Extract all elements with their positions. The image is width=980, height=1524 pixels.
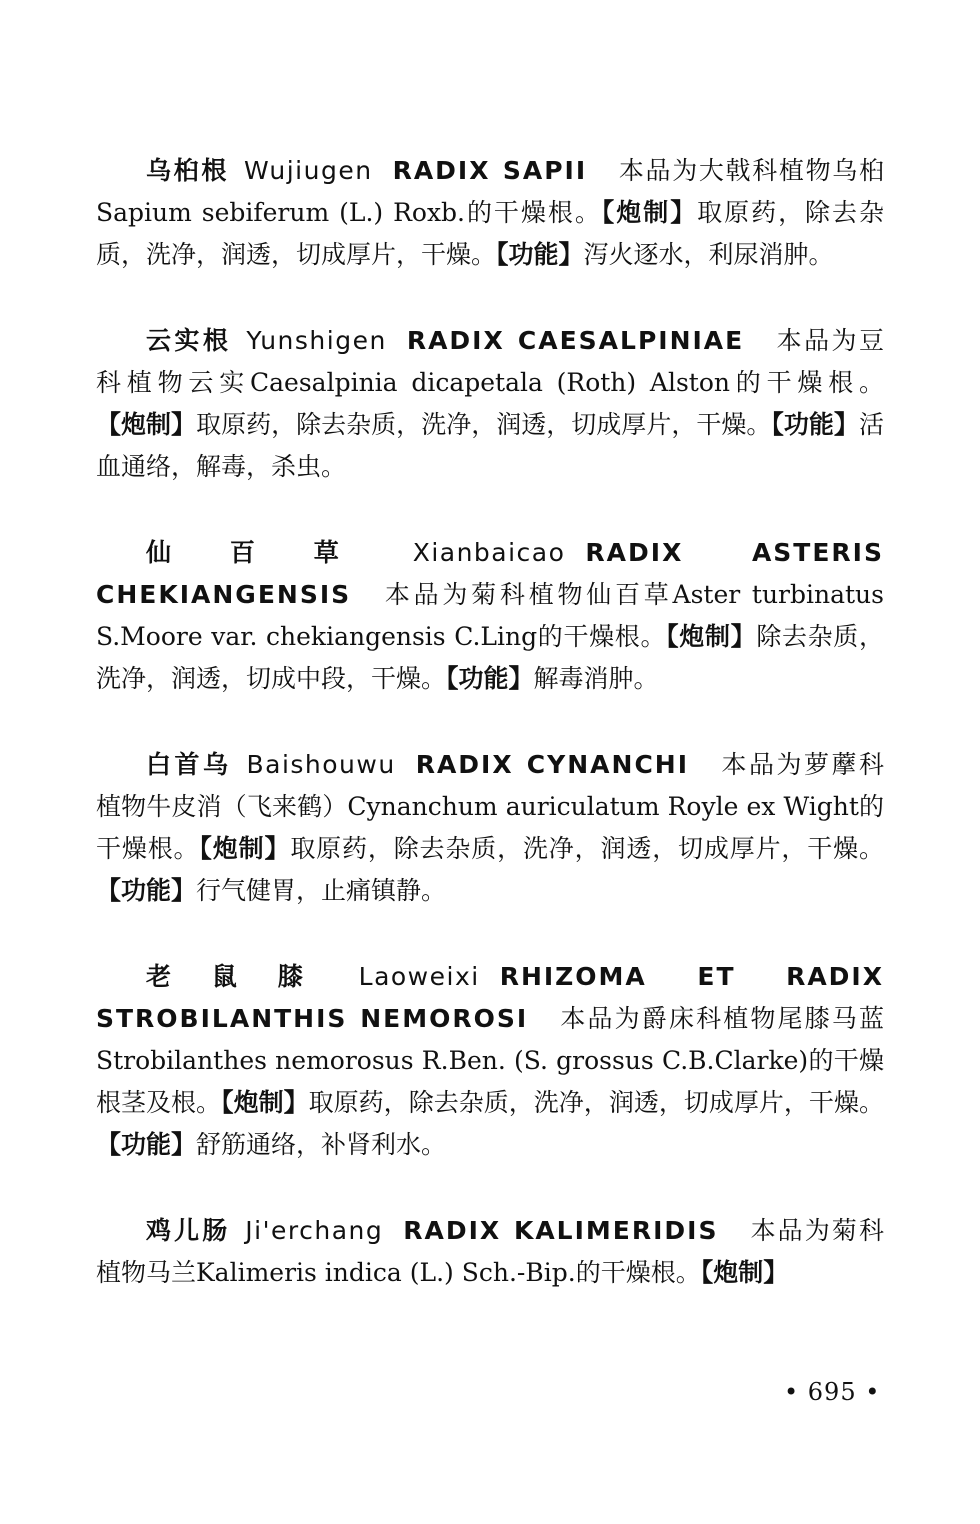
entry-baishouwu	[96, 744, 884, 912]
function-label: 【功能】	[496, 240, 584, 269]
entry-name-cn: 老鼠膝	[146, 962, 344, 991]
entry-name-cn: 白首乌	[146, 750, 232, 779]
processing-label: 【炮制】	[700, 1258, 789, 1287]
entry-name-cn: 乌桕根	[146, 156, 230, 185]
entry-intro: 本品为爵床科植物尾膝马蓝Strobilanthes nemorosus R.Ben. (S. grossus C.B.Clarke)的干燥根茎及根。	[96, 1004, 884, 1117]
entry-xianbaicao	[96, 532, 884, 700]
processing-label: 【炮制】	[666, 622, 757, 651]
entry-latin-name: RADIX ASTERIS CHEKIANGENSIS	[96, 538, 884, 609]
entry-intro: 本品为菊科植物马兰Kalimeris indica (L.) Sch.-Bip.的干燥根。	[96, 1216, 884, 1287]
entry-pinyin: Baishouwu	[246, 750, 396, 779]
entry-wujiugen	[96, 150, 884, 276]
entry-latin-name: RADIX SAPII	[392, 156, 588, 185]
processing-label: 【炮制】	[601, 198, 698, 227]
entry-laoweixi	[96, 956, 884, 1166]
function-label: 【功能】	[96, 1130, 197, 1159]
function-text: 泻火逐水，利尿消肿。	[583, 240, 834, 269]
processing-text: 除去杂质，洗净，润透，切成中段，干燥。	[96, 622, 884, 693]
entry-name-cn: 云实根	[146, 326, 232, 355]
entry-latin-name: RHIZOMA ET RADIX STROBILANTHIS NEMOROSI	[96, 962, 884, 1033]
entry-pinyin: Yunshigen	[246, 326, 387, 355]
function-text: 活血通络，解毒，杀虫。	[96, 410, 884, 481]
page-body	[96, 150, 884, 1294]
entry-intro: 本品为豆科植物云实Caesalpinia dicapetala (Roth) Alston的干燥根。	[96, 326, 884, 397]
page-number: • 695 •	[784, 1378, 881, 1406]
entry-intro: 本品为大戟科植物乌桕Sapium sebiferum (L.) Roxb.的干燥根。	[96, 156, 884, 227]
processing-text: 取原药，除去杂质，洗净，润透，切成厚片，干燥。	[308, 1088, 884, 1117]
function-label: 【功能】	[96, 876, 197, 905]
processing-label: 【炮制】	[199, 834, 291, 863]
entry-latin-name: RADIX CYNANCHI	[415, 750, 690, 779]
entry-latin-name: RADIX KALIMERIDIS	[403, 1216, 719, 1245]
processing-label: 【炮制】	[221, 1088, 309, 1117]
processing-text: 取原药，除去杂质，洗净，润透，切成厚片，干燥。	[196, 410, 772, 439]
entry-pinyin: Xianbaicao	[412, 538, 566, 567]
entry-name-cn: 鸡儿肠	[146, 1216, 231, 1245]
processing-text: 取原药，除去杂质，洗净，润透，切成厚片，干燥。	[96, 198, 884, 269]
entry-pinyin: Laoweixi	[358, 962, 480, 991]
function-label: 【功能】	[771, 410, 859, 439]
function-text: 舒筋通络，补肾利水。	[196, 1130, 447, 1159]
entry-jierchang	[96, 1210, 884, 1294]
entry-yunshigen	[96, 320, 884, 488]
entry-pinyin: Ji'erchang	[245, 1216, 384, 1245]
processing-text: 取原药，除去杂质，洗净，润透，切成厚片，干燥。	[290, 834, 884, 863]
entry-latin-name: RADIX CAESALPINIAE	[406, 326, 745, 355]
entry-intro: 本品为萝藦科植物牛皮消（飞来鹤）Cynanchum auriculatum Royle ex Wight的干燥根。	[96, 750, 884, 863]
function-label: 【功能】	[446, 664, 534, 693]
function-text: 行气健胃，止痛镇静。	[196, 876, 447, 905]
processing-label: 【炮制】	[96, 410, 197, 439]
entry-pinyin: Wujiugen	[244, 156, 373, 185]
entry-name-cn: 仙百草	[146, 538, 398, 567]
function-text: 解毒消肿。	[533, 664, 659, 693]
entry-intro: 本品为菊科植物仙百草Aster turbinatus S.Moore var. chekiangensis C.Ling的干燥根。	[96, 580, 884, 651]
